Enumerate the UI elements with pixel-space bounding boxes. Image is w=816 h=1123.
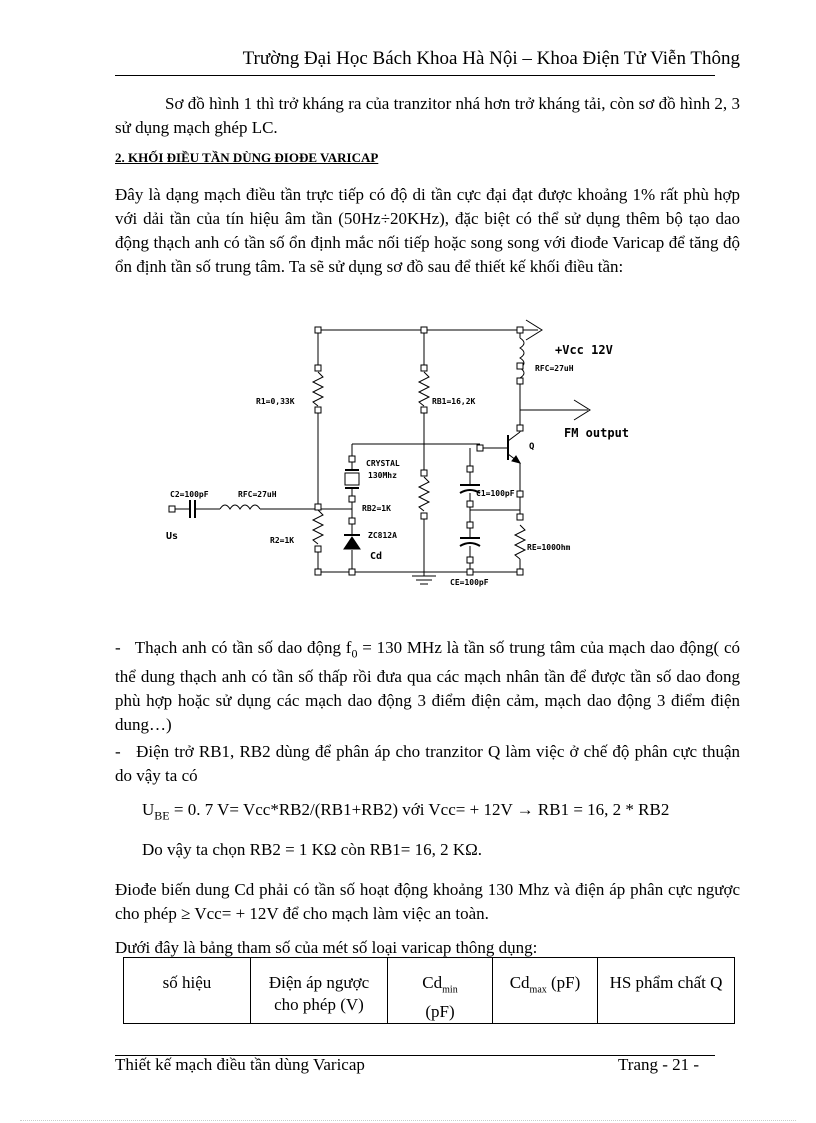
col-reverse-voltage: Điện áp ngược cho phép (V) — [251, 958, 388, 1024]
label-r2: R2=1K — [270, 536, 295, 545]
label-rfc-left: RFC=27uH — [238, 490, 277, 499]
table-header-row — [124, 958, 735, 1024]
label-rfc-top: RFC=27uH — [535, 364, 574, 373]
label-re: RE=100Ohm — [527, 543, 571, 552]
label-rb1: RB1=16,2K — [432, 397, 476, 406]
bullet-dash: - — [115, 742, 121, 761]
page-number: Trang - 21 - — [618, 1055, 700, 1074]
header-rule — [115, 75, 715, 76]
bullet-crystal: - Thạch anh có tần số dao động $f_0 = 130$ MHz là tần số trung tâm của mạch dao động( có thể dung thạch anh có tần số thấp rồi đưa qua các mạch nhân tần để được tần số dao đong phù hợp hoặc sử dụng các mạch dao động 3 điểm điện cảm, mạch dao động 3 điểm điện dung…) — [115, 638, 740, 735]
bullet-resistors: - Điện trở RB1, RB2 dùng để phân áp cho tranzitor Q làm việc ở chế độ phân cực thuận do vậy ta có — [115, 742, 740, 785]
varicap-table — [123, 957, 735, 1024]
footer-title: Thiết kế mạch điều tần dùng Varicap — [115, 1055, 365, 1074]
label-c1: C1=100pF — [476, 489, 515, 498]
label-ce: CE=100pF — [450, 578, 489, 587]
resistor-choice: Do vậy ta chọn RB2 = 1 KΩ còn RB1= 16, 2 KΩ. — [142, 840, 483, 859]
label-vcc: +Vcc 12V — [555, 343, 613, 357]
paragraph-modulator: Đây là dạng mạch điều tần trực tiếp có độ di tần cực đại đạt được khoảng 1% rất phù hợp với dải tần của tín hiệu âm tần (50Hz÷20KHz), đặc biệt có thể sử dụng thêm bộ tạo dao động thạch anh có tần số ổn định mắc nối tiếp hoặc song song với điođe Varicap để tăng độ ổn định tần số trung tâm. Ta sẽ sử dụng sơ đồ sau để thiết kế khối điều tần: — [115, 185, 740, 276]
col-quality-factor: HS phẩm chất Q — [598, 958, 735, 1024]
label-c2: C2=100pF — [170, 490, 209, 499]
label-us: Us — [166, 531, 179, 542]
equation-ube: $U_{BE} = 0$. 7 V= Vcc*RB2/(RB1+RB2) với Vcc= + 12V → RB1 = 16, 2 * RB2 — [142, 800, 670, 823]
label-crystal: CRYSTAL — [366, 459, 400, 468]
col-part-number: số hiệu — [124, 958, 251, 1024]
table-intro: Dưới đây là bảng tham số của mét số loại varicap thông dụng: — [115, 938, 538, 957]
label-r1: R1=0,33K — [256, 397, 295, 406]
page-header: Trường Đại Học Bách Khoa Hà Nội – Khoa Điện Tử Viễn Thông — [242, 48, 740, 69]
col-cd-min: $Cd_{min}$ (pF) — [388, 958, 493, 1024]
label-fm-output: FM output — [564, 426, 630, 440]
label-rb2: RB2=1K — [362, 504, 391, 513]
circuit-diagram — [150, 310, 670, 600]
bullet-dash: - — [115, 638, 121, 657]
label-cd: Cd — [370, 551, 383, 562]
page-edge — [20, 1120, 796, 1121]
label-diode: ZC812A — [368, 531, 397, 540]
intro-paragraph: Sơ đồ hình 1 thì trở kháng ra của tranzitor nhá hơn trở kháng tải, còn sơ đồ hình 2, 3 sử dụng mạch ghép LC. — [115, 94, 740, 137]
paragraph-varicap: Điođe biến dung Cd phải có tần số hoạt động khoảng 130 Mhz và điện áp phân cực ngược cho phép ≥ Vcc= + 12V để cho mạch làm việc an toàn. — [115, 880, 740, 923]
label-crystal-freq: 130Mhz — [368, 471, 397, 480]
col-cd-max: $Cd_{max}$ (pF) — [493, 958, 598, 1024]
label-q: Q — [529, 442, 535, 452]
section-heading: 2. KHỐI ĐIỀU TẦN DÙNG ĐIOĐE VARICAP — [115, 150, 379, 165]
